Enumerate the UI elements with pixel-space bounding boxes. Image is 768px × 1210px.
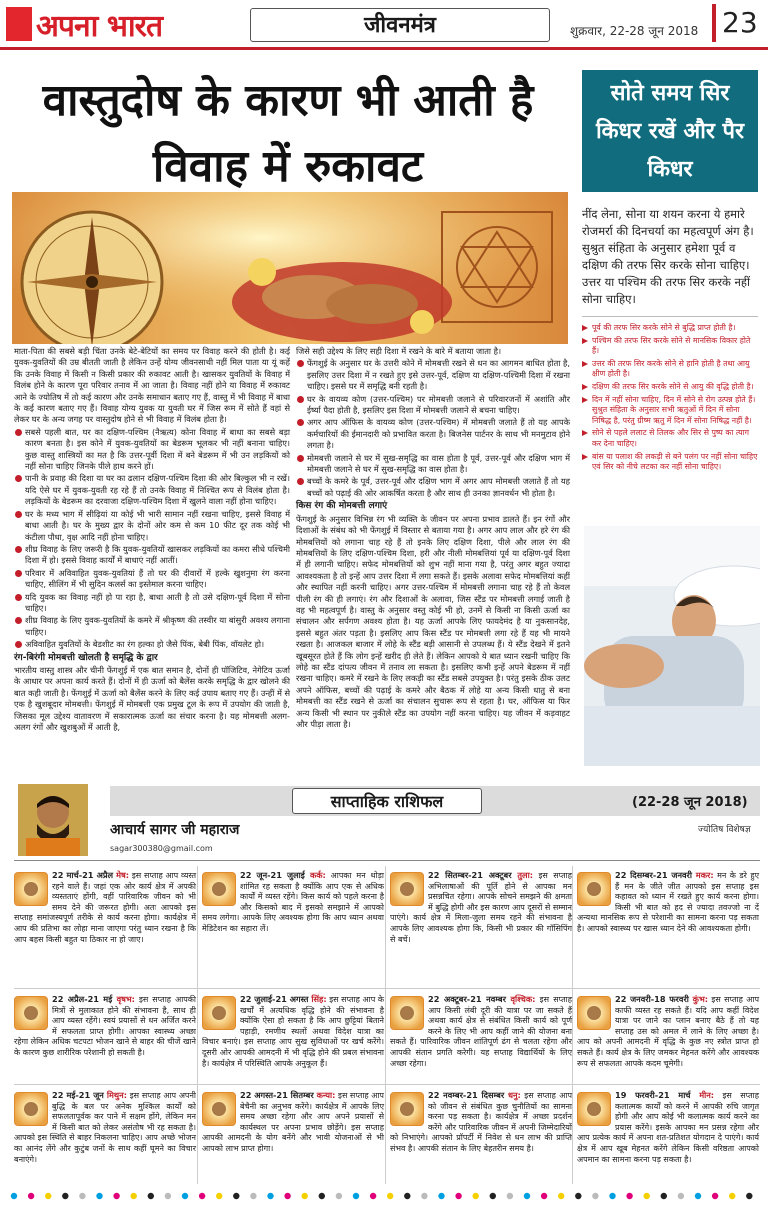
paragraph: फेंगशुई के अनुसार विभिन्न रंग भी व्यक्ति के जीवन पर अपना प्रभाव डालते हैं। इन रंगों और दिशाओं के संबंध को भी फेंगशुई में विस्तार से बताया गया है। अगर आप लाल और हरे रंग की मोमबत्तियों को लगाना चाह रहे हैं तो इनके लिए दक्षिण दिशा, पीले और लाल रंग की मोमबत्तियों के लिए दक्षिण-पश्चिम दिशा, हरी और नीली मोमबत्तियां पूर्व या दक्षिण-पूर्व दिशा में ही लगानी चाहिए। सफेद मोमबत्तियों को शुभ नहीं माना गया है, परंतु अगर बहुत ज्यादा आवश्यकता है तो इन्हें आप उत्तर दिशा में लगा सकते हैं। इसके अलावा सफेद मोमबत्तियां कहीं और स्थापित नहीं करनी चाहिए। अगर उत्तर-पश्चिम में मोमबत्ती लगाना चाह रहे हैं तो केवल पीली रंग की ही लगाएं। रंग और दिशाओं के अलावा, जिस स्टैंड पर मोमबत्ती लगाई जाती है वह भी महत्वपूर्ण है। वास्तु के अनुसार वस्तु कोई भी हो, उनमें से किसी ना किसी ऊर्जा का संचालन और सर्पगण अवश्य होता है। यह ऊर्जा आपके लिए फायदेमंद है या नुकसानदेह, इससे बहुत अंतर पड़ता है। इसलिए आप किस स्टैंड पर मोमबत्ती लगा रहे हैं यह भी मायने रखता है। आजकल बाजार में लोहे के स्टैंड बड़ी आसानी से उपलब्ध हैं। ये स्टैंड देखने में इतने खूबसूरत होते हैं कि लोग इन्हें खरीद ही लेते हैं। लेकिन आपको ये बात ध्यान रखनी चाहिए कि लोहे का स्टैंड दांपत्य जीवन में तनाव ला सकता है। इसलिए कभी इन्हें अपने बेडरूम में नहीं रखना चाहिए। कमरे में रखने के लिए लकड़ी का स्टैंड सबसे उपयुक्त है। परंतु इसके ठीक उलट अपने ऑफिस, बच्चों की पढ़ाई के कमरे और बैठक में लोहे या अन्य किसी धातु से बना मोमबत्ती का स्टैंड रखने से ऊर्जा का संचालन सुचारू रूप से रहता है। घर, ऑफिस या फिर अन्य किसी भी स्थान पर नुकीले स्टैंड का उपयोग नहीं करना चाहिए। यह जीवन में कड़वाहट और पीड़ा लाता है। [296, 513, 570, 729]
rashi-card-dhanu [390, 1090, 572, 1155]
rashi-card-mesh [14, 870, 196, 945]
rashi-text: इस सप्ताह आप व्यस्त रहने वाले हैं। जहां एक ओर कार्य क्षेत्र में अपकी व्यस्तताएं होंगी, वहीं पारिवारिक जीवन को भी समय देने की जरूरत होगी। अतः आपको इस सप्ताह समांजस्यपूर्ण तरीके से कार्य करना होगा। कार्यक्षेत्र में आप की प्रतिभा का लोहा माना जाएगा परंतु ध्यान रखना है कि आप बहस किसी बहुत या ठिकार ना हो जाए। [14, 871, 197, 944]
rashi-text: इस सप्ताह आप काफी व्यस्त रह सकते हैं। यदि आप कहीं विदेश यात्रा पर जाने का प्लान बनाए बैठे हैं तो यह सप्ताह उस को अमल में लाने के लिए अच्छा है। आप को अपनी आमदनी में वृद्धि के कुछ नए स्त्रोत प्राप्त हो सकते हैं। कार्य क्षेत्र के लिए जमकर मेहनत करेंगे और आवश्यक रूप से सफलता आपके कदम चूमेगी। [577, 995, 759, 1068]
registration-dot [165, 1193, 171, 1199]
rashi-card-kanya [202, 1090, 384, 1155]
registration-dot [609, 1193, 615, 1199]
registration-dot [678, 1193, 684, 1199]
registration-dots-icon [0, 1188, 768, 1204]
divider [197, 866, 198, 1184]
list-item: शीघ्र विवाह के लिए जरूरी है कि युवक-युवतियों खासकर लड़कियों का कमरा सीधे पश्चिमी दिशा में हो। इससे विवाह कार्यों में बाधाएं नहीं आतीं। [14, 544, 290, 567]
rashi-dates: 22 अक्टूबर-21 नवम्बर [428, 994, 506, 1004]
rashi-text: इस सप्ताह आप किसी लंबी दूरी की यात्रा पर जा सकते हैं अथवा कार्य क्षेत्र से संबंधित किसी कार्य को पूर्ण करने के लिए भी आप कहीं जाने की योजना बना सकते हैं। पारिवारिक जीवन शांतिपूर्ण ढंग से चलता रहेगा और आपकी संतान प्रगति करेगी। यह सप्ताह विद्यार्थियों के लिए अच्छा रहेगा। [390, 995, 572, 1068]
registration-dot [45, 1193, 51, 1199]
headline: वास्तुदोष के कारण भी आती है विवाह में रुकावट [42, 75, 534, 192]
list-item: घर के मध्य भाग में सीढ़ियां या कोई भी भारी सामान नहीं रखना चाहिए, इससे विवाह में बाधा आती है। घर के मुख्य द्वार के दोनों ओर कम से कम 10 फीट दूर तक कोई भी कंटीला पौधा, वृक्ष आदि नहीं होना चाहिए। [14, 509, 290, 543]
registration-dot [695, 1193, 701, 1199]
list-item: शीघ्र विवाह के लिए युवक-युवतियों के कमरे में श्रीकृष्ण की तस्वीर या बांसुरी अवश्य लगाना चाहिए। [14, 615, 290, 638]
article-intro: माता-पिता की सबसे बड़ी चिंता उनके बेटे-बेटियों का समय पर विवाह करने की होती है। कई युवक-युवतियों की उम्र बीतती जाती है लेकिन उन्हें योग्य जीवनसाथी नहीं मिल पाता या यूं कहें कि उनके विवाह में किसी न किसी प्रकार की रुकावट आती है। खासकर युवतियों के विवाह में विलंब होने के कारण पूरा परिवार तनाव में आ जाता है। विवाह नहीं होने या विवाह में रुकावट आने के ज्योतिष में तो कई कारण और उनके समाधान बताए गए हैं, वास्तु में भी विवाह में बाधा के कई कारण बताए गए हैं। विवाह योग्य युवक या युवती घर में जिस रूम में सोते हैं वहां से लेकर घर के अन्य जगह पर वास्तुदोष होने से भी विवाह में विलंब होता है। [14, 346, 290, 425]
hero-photo [12, 192, 568, 344]
rashi-text: इस सप्ताह कलात्मक कार्यों को करने में आपकी रुचि जागृत होगी और आप कोई भी कलात्मक कार्य करने का प्रयास करेंगे। इसके आपका मन प्रसन्न रहेगा और आप प्रत्येक कार्य में अपना शत-प्रतिशत योगदान दे पाएंगे। कार्य क्षेत्र में आप खूब मेहनत करेंगे लेकिन किसी वरिष्ठता आपको अपमान का सामना करना पड़ सकता है। [577, 1091, 759, 1164]
registration-dot [233, 1193, 239, 1199]
rashi-name: कन्या: [316, 1090, 336, 1100]
rashi-dates: 22 अगस्त-21 सितम्बर [240, 1090, 314, 1100]
registration-dot [507, 1193, 513, 1199]
registration-dot [626, 1193, 632, 1199]
list-item: दिन में नहीं सोना चाहिए, दिन में सोने से रोग उत्पन्न होते हैं। सुश्रुत संहिता के अनुसार सभी ऋतुओं में दिन में सोना निषिद्ध है, परंतु ग्रीष्म ऋतु में दिन में सोना निषिद्ध नहीं है। [582, 395, 758, 427]
rashi-name: मेष: [116, 870, 130, 880]
rashi-card-makar [577, 870, 759, 935]
list-item: सोने से पहले ललाट से तिलक और सिर से पुष्प का त्याग कर देना चाहिए। [582, 428, 758, 449]
rashi-card-singh [202, 994, 384, 1069]
list-item: अगर आप ऑफिस के वायव्य कोण (उत्तर-पश्चिम) में मोमबत्ती जलाते हैं तो यह आपके कर्मचारियों की ईमानदारी को प्रभावित करता है। बिजनेस पार्टनर के साथ भी मनमुटाव होने लगता है। [296, 417, 570, 451]
rashi-name: सिंह: [311, 994, 327, 1004]
rashi-text: इस सप्ताह आप अपनी बुद्धि के बल पर अनेक मुश्किल कार्यों को सफलतापूर्वक कर पाने में सक्षम होंगे, लेकिन मन में किसी बात को लेकर असंतोष भी रह सकता है। आपको इस स्थिति से बाहर निकलना चाहिए। आप अच्छे भोजन का आनंद लेंगे और कुटुंब जनों के साथ कहीं घूमने का विचार बनाएंगे। [14, 1091, 196, 1164]
rashi-name: तुला: [517, 870, 533, 880]
registration-dot [558, 1193, 564, 1199]
rashi-dates: 19 फरवरी-21 मार्च [615, 1090, 691, 1100]
registration-dot [661, 1193, 667, 1199]
rashi-name: मीन: [699, 1090, 715, 1100]
registration-dot [28, 1193, 34, 1199]
divider [14, 1084, 760, 1085]
list-item: पूर्व की तरफ सिर करके सोने से बुद्धि प्राप्त होती है। [582, 323, 758, 334]
logo-text: अपना भारत [36, 8, 163, 44]
registration-dot [319, 1193, 325, 1199]
registration-dot [592, 1193, 598, 1199]
registration-dot [250, 1193, 256, 1199]
sidebar-title: सोते समय सिर किधर रखें और पैर किधर [582, 70, 758, 192]
registration-dot [302, 1193, 308, 1199]
rashi-dates: 22 मार्च-21 अप्रैल [52, 870, 114, 880]
vastu-tips-list [14, 427, 290, 651]
rashi-card-kark [202, 870, 384, 935]
rashi-name: कर्क: [309, 870, 326, 880]
rashi-dates: 22 जून-21 जुलाई [240, 870, 305, 880]
rashi-dates: 22 जुलाई-21 अगस्त [240, 994, 309, 1004]
registration-dot [575, 1193, 581, 1199]
newspaper-logo [6, 4, 162, 44]
registration-dot [96, 1193, 102, 1199]
astrologer-name: आचार्य सागर जी महाराज [110, 822, 240, 838]
registration-dot [387, 1193, 393, 1199]
list-item: पानी के प्रवाह की दिशा या घर का ढलान दक्षिण-पश्चिम दिशा की ओर बिल्कुल भी न रखें। यदि ऐसे घर में युवक-युवती रह रहे हैं तो उनके विवाह में निश्चित रूप से विलंब होता है। लड़कियों के बेडरूम का दरवाजा दक्षिण-पश्चिम दिशा में खुलने वाला नहीं होना चाहिए। [14, 473, 290, 507]
astrologer-photo [18, 784, 88, 856]
page-number: 23 [712, 4, 758, 42]
registration-dot [148, 1193, 154, 1199]
registration-dot [336, 1193, 342, 1199]
zodiac-aries-icon [14, 872, 48, 906]
paragraph: जिसे सही उद्देश्य के लिए सही दिशा में रखने के बारे में बताया जाता है। [296, 346, 502, 356]
rashi-text: इस सप्ताह आप बेचैनी का अनुभव करेंगे। कार्यक्षेत्र में आपके लिए समय अच्छा रहेगा और आप अपने प्रयासों से कार्यस्थल पर अपना प्रभाव छोड़ेंगे। इस सप्ताह आपकी आमदनी के योग बनेंगे और भावी योजनाओं से भी आपको लाभ प्राप्त होगा। [202, 1091, 384, 1153]
registration-dot [267, 1193, 273, 1199]
zodiac-libra-icon [390, 872, 424, 906]
registration-dot [11, 1193, 17, 1199]
article-column-left [14, 346, 290, 734]
divider [14, 860, 760, 861]
rashi-name: मकर: [695, 870, 714, 880]
divider [572, 866, 573, 1184]
zodiac-virgo-icon [202, 1092, 236, 1126]
subheading-candle-color: किस रंग की मोमबत्ती लगाएं [296, 501, 388, 512]
zodiac-capricorn-icon [577, 872, 611, 906]
registration-dot [353, 1193, 359, 1199]
rashi-name: वृश्चिक: [510, 994, 536, 1004]
registration-dot [79, 1193, 85, 1199]
list-item: यदि युवक का विवाह नहीं हो पा रहा है, बाधा आती है तो उसे दक्षिण-पूर्व दिशा में सोना चाहिए। [14, 592, 290, 615]
list-item: बांस या पलाश की लकड़ी से बने पलंग पर नहीं सोना चाहिए एवं सिर को नीचे लटका कर नहीं सोना चाहिए। [582, 452, 758, 473]
zodiac-aquarius-icon [577, 996, 611, 1030]
list-item: घर के वायव्य कोण (उत्तर-पश्चिम) पर मोमबत्ती जलाने से परिवारजनों में अशांति और ईर्ष्या पैदा होती है, इसलिए इस दिशा में मोमबत्ती जलाने से बचना चाहिए। [296, 394, 570, 417]
registration-dot [370, 1193, 376, 1199]
rashi-dates: 22 सितम्बर-21 अक्टूबर [428, 870, 512, 880]
candle-tips-list [296, 358, 570, 499]
article-column-middle [296, 346, 570, 731]
rashi-card-vrishchik [390, 994, 572, 1069]
registration-dot [473, 1193, 479, 1199]
registration-dot [199, 1193, 205, 1199]
registration-dot [729, 1193, 735, 1199]
list-item: पश्चिम की तरफ सिर करके सोने से मानसिक विकार होते हैं। [582, 336, 758, 357]
issue-date: शुक्रवार, 22-28 जून 2018 [570, 24, 699, 38]
rashi-card-mithun [14, 1090, 196, 1165]
rashi-text: इस सप्ताह आपकी मित्रों से मुलाकात होने की संभावना है, साथ ही आप व्यस्त रहेंगे। स्वयं प्रयासों से धन अर्जित करने में सफलता प्राप्त होगी। आपका स्वास्थ्य अच्छा रहेगा लेकिन अधिक चटपटा भोजन खाने से बाहर की चीजें खाने के कारण कुछ शारीरिक परेशानी हो सकती है। [14, 995, 197, 1057]
registration-dot [455, 1193, 461, 1199]
zodiac-cancer-icon [202, 872, 236, 906]
sidebar-intro: नींद लेना, सोना या शयन करना ये हमारे रोजमर्रा की दिनचर्या का महत्वपूर्ण अंग है। सुश्रुत संहिता के अनुसार हमेशा पूर्व व दक्षिण की तरफ सिर करके सोना चाहिए। उत्तर या पश्चिम की तरफ सिर करके नहीं सोना चाहिए। [582, 207, 754, 306]
registration-dot [284, 1193, 290, 1199]
registration-dot [712, 1193, 718, 1199]
print-registration-dots [0, 1188, 768, 1204]
rashi-card-kumbh [577, 994, 759, 1069]
subheading-candles: रंग-बिरंगी मोमबत्ती खोलती है समृद्धि के द्वार [14, 652, 158, 663]
rashi-card-tula [390, 870, 572, 945]
list-item: बच्चों के कमरे के पूर्व, उत्तर-पूर्व और दक्षिण भाग में अगर आप मोमबत्ती जलाते हैं तो यह बच्चों को पढ़ाई की ओर आकर्षित करता है और साथ ही उनका ज्ञानवर्धन भी होता है। [296, 476, 570, 499]
registration-dot [644, 1193, 650, 1199]
divider [14, 988, 760, 989]
list-item: अविवाहित युवतियों के बेडशीट का रंग हल्का हो जैसे पिंक, बेबी पिंक, वॉयलेट हो। [14, 639, 290, 650]
rashi-name: वृषभ: [116, 994, 135, 1004]
sleeping-man-photo [584, 526, 760, 766]
rashi-name: कुंभ: [692, 994, 708, 1004]
list-item: सबसे पहली बात, घर का दक्षिण-पश्चिम (नैऋत्य) कोना विवाह में बाधा का सबसे बड़ा कारण बनता है। इस कोने में युवक-युवतियों का बेडरूम भूलकर भी नहीं बनाना चाहिए। कुछ वास्तु शास्त्रियों का मत है कि उत्तर-पूर्वी दिशा में बने बेडरूम में भी उन लड़कियों को नहीं सोना चाहिए जिनके पीले हाथ करने हों। [14, 427, 290, 473]
rashi-card-vrishabh [14, 994, 196, 1059]
rashi-dates: 22 दिसम्बर-21 जनवरी [615, 870, 693, 880]
rashi-name: धनु: [507, 1090, 521, 1100]
registration-dot [746, 1193, 752, 1199]
registration-dot [421, 1193, 427, 1199]
registration-dot [131, 1193, 137, 1199]
astrologer-role: ज्योतिष विशेषज्ञ [698, 825, 751, 835]
rashi-text: मन के डरे हुए हैं मन के जीते जीत आपको इस सप्ताह इस कहावत को ध्यान में रखते हुए कार्य करना होगा। किसी भी बात को हद से ज्यादा तवज्जो ना दें अन्यथा मानसिक रूप से परेशानी का सामना करना पड़ सकता है। आपको स्वास्थ्य पर खास ध्यान देने की आवश्यकता होगी। [577, 871, 759, 933]
sidebar-sleep-direction [582, 70, 758, 475]
registration-dot [438, 1193, 444, 1199]
registration-dot [113, 1193, 119, 1199]
paragraph: भारतीय वास्तु शास्त्र और चीनी फेंगशुई में एक बात समान है, दोनों ही पॉजिटिव, नेगेटिव ऊर्जा के आधार पर अपना कार्य करते हैं। दोनों में ही ऊर्जा को बैलेंस करके समृद्धि के द्वार खोलने की बात कही जाती है। फेंगशुई में ऊर्जा को बैलेंस करने के लिए कई उपाय बताए गए हैं। उन्हीं में से एक है खुशबूदार मोमबत्ती। फेंगशुई में मोमबत्ती एक प्रमुख टूल के रूप में उपयोग की जाती है, जिसका मूल उद्देश्य वातावरण में सकारात्मक ऊर्जा का संचार करना है। यह मोमबत्ती अलग-अलग रंगों और खुशबुओं में आती है, [14, 664, 290, 732]
compass-wedding-illustration [12, 192, 568, 344]
astrologer-email: sagar300380@gmail.com [110, 844, 213, 853]
registration-dot [524, 1193, 530, 1199]
zodiac-leo-icon [202, 996, 236, 1030]
rashi-text: इस सप्ताह आप को जीवन से संबंधित कुछ चुनौतियों का सामना करना पड़ सकता है। कार्यक्षेत्र में अच्छा प्रदर्शन करेंगे और पारिवारिक जीवन में अपनी जिम्मेदारियों को निभाएंगे। आपको प्रॉपर्टी में निवेश से धन लाभ की प्राप्ति संभव है। आपकी संतान के लिए बेहतरीन समय है। [390, 1091, 572, 1153]
rashi-text: इस सप्ताह अभिलाषाओं की पूर्ति होने से आपका मन प्रसन्नचित रहेगा। आपके सोचने समझने की क्षमता में बुद्धि होगी और इस कारण आप दूसरों से सम्मान पाएंगे। कार्य क्षेत्र में मिला-जुला समय रहने की संभावना है आपके लिए आवश्यक होगा कि, किसी भी प्रकार की गॉसिपिंग से बचें। [390, 871, 572, 944]
zodiac-taurus-icon [14, 996, 48, 1030]
list-item: उत्तर की तरफ सिर करके सोने से हानि होती है तथा आयु क्षीण होती है। [582, 359, 758, 380]
section-name: जीवनमंत्र [250, 8, 550, 42]
sleeping-man-illustration [584, 526, 760, 766]
zodiac-pisces-icon [577, 1092, 611, 1126]
logo-mark-icon [6, 7, 32, 41]
astrologer-portrait [18, 784, 88, 856]
rashi-dates: 22 मई-21 जून [52, 1090, 104, 1100]
rashifal-date-range: (22-28 जून 2018) [632, 795, 748, 810]
rashi-dates: 22 अप्रैल-21 मई [52, 994, 113, 1004]
rashi-name: मिथुन: [106, 1090, 127, 1100]
registration-dot [404, 1193, 410, 1199]
zodiac-scorpio-icon [390, 996, 424, 1030]
divider [385, 866, 386, 1184]
list-item: मोमबत्ती जलाने से घर में सुख-समृद्धि का वास होता है पूर्व, उत्तर-पूर्व और दक्षिण भाग में मोमबत्ती जलाने से घर में सुख-समृद्धि का वास होता है। [296, 453, 570, 476]
zodiac-sagittarius-icon [390, 1092, 424, 1126]
rashi-card-meen [577, 1090, 759, 1165]
rashi-text: आपका मन थोड़ा शांमित रह सकता है क्योंकि आप एक से अधिक कार्यों में व्यस्त रहेंगे। किस कार्य को पहले करना है और किसको बाद में इसको समझाने में आपको समय लगेगा। आपके लिए अवश्यक होगा कि आप ध्यान अथवा मेडिटेशन का सहारा लें। [202, 871, 384, 933]
registration-dot [182, 1193, 188, 1199]
zodiac-gemini-icon [14, 1092, 48, 1126]
sidebar-points [582, 316, 758, 473]
registration-dot [62, 1193, 68, 1199]
list-item: दक्षिण की तरफ सिर करके सोने से आयु की वृद्धि होती है। [582, 382, 758, 393]
registration-dot [490, 1193, 496, 1199]
list-item: फेंगशुई के अनुसार घर के उत्तरी कोने में मोमबत्ती रखने से धन का आगमन बाधित होता है, इसलिए उत्तर दिशा में न रखते हुए इसे उत्तर-पूर्व, दक्षिण या दक्षिण-पश्चिमी दिशा में रखना चाहिए। इससे घर में समृद्धि बनी रहती है। [296, 358, 570, 392]
list-item: परिवार में अविवाहित युवक-युवतियां हैं तो घर की दीवारों में हल्के खुशनुमा रंग करना चाहिए, सीलिंग में भी सुदिन कलर्स का इस्तेमाल करना चाहिए। [14, 568, 290, 591]
rashifal-title: साप्ताहिक राशिफल [292, 788, 482, 814]
registration-dot [216, 1193, 222, 1199]
rashi-dates: 22 जनवरी-18 फरवरी [615, 994, 689, 1004]
rashi-dates: 22 नवम्बर-21 दिसम्बर [428, 1090, 505, 1100]
rashi-text: इस सप्ताह आप के खर्चों में अत्यधिक वृद्धि होने की संभावना है क्योंकि ऐसा हो सकता है कि आप छुट्टियां बिताने पहाड़ी, रमणीय स्थलों अथवा विदेश यात्रा का विचार बनाएं। इस सप्ताह आप सुख सुविधाओं पर खर्च करेंगे। दूसरी ओर आपकी आमदनी में भी वृद्धि होने की प्रबल संभावना है। कार्यक्षेत्र में परिस्थिति आपके अनुकूल हैं। [202, 995, 384, 1068]
registration-dot [541, 1193, 547, 1199]
